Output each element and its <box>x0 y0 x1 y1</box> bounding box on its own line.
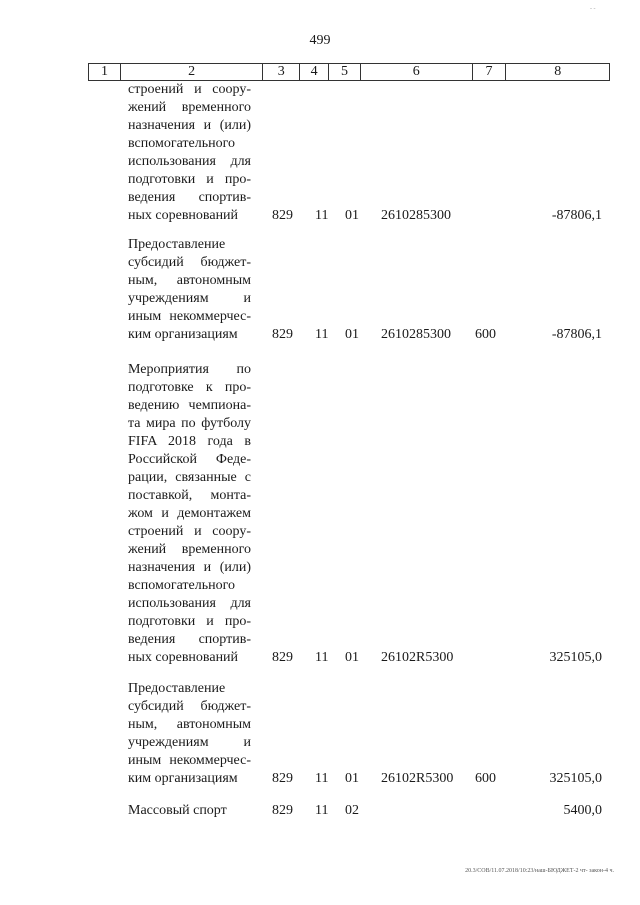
cell-col-7: 600 <box>475 327 496 342</box>
cell-col-6: 26102R5300 <box>381 771 454 786</box>
description-line: субсидий бюджет- <box>128 699 251 714</box>
description-line: строений и соору- <box>128 524 251 539</box>
description-line: ким организациям <box>128 771 238 786</box>
description-line: жом и демонтажем <box>128 506 251 521</box>
cell-col-5: 02 <box>345 803 359 818</box>
description-line: учреждениям и <box>128 735 251 750</box>
description-line: Российской Феде- <box>128 452 251 467</box>
description-line: жений временного <box>128 542 251 557</box>
cell-col-3: 829 <box>272 803 293 818</box>
row-description <box>128 236 251 344</box>
description-line: та мира по футболу <box>128 416 251 431</box>
cell-col-3: 829 <box>272 771 293 786</box>
description-line: FIFA 2018 года в <box>128 434 251 449</box>
header-cell-3: 3 <box>263 64 300 80</box>
description-line: Массовый спорт <box>128 803 227 818</box>
description-line: жений временного <box>128 100 251 115</box>
header-cell-8: 8 <box>554 64 562 79</box>
description-line: вспомогательного <box>128 136 236 151</box>
cell-col-8: 325105,0 <box>549 650 602 665</box>
description-line: ведения спортив- <box>128 190 251 205</box>
description-line: поставкой, монта- <box>128 488 251 503</box>
description-line: ведения спортив- <box>128 632 251 647</box>
description-line: рации, связанные с <box>128 470 251 485</box>
row-description <box>128 81 251 225</box>
row-description <box>128 680 251 788</box>
description-line: использования для <box>128 596 251 611</box>
description-line: подготовке к про- <box>128 380 251 395</box>
description-line: Предоставление <box>128 237 226 252</box>
cell-col-5: 01 <box>345 771 359 786</box>
description-line: вспомогательного <box>128 578 236 593</box>
cell-col-4: 11 <box>315 771 329 786</box>
description-line: ким организациям <box>128 327 238 342</box>
cell-col-5: 01 <box>345 650 359 665</box>
cell-col-4: 11 <box>315 327 329 342</box>
header-cell-1: 1 <box>89 64 121 80</box>
description-line: ных соревнований <box>128 208 239 223</box>
cell-col-8: 325105,0 <box>549 771 602 786</box>
description-line: ведению чемпиона- <box>128 398 251 413</box>
row-description <box>128 361 251 667</box>
row-description <box>128 802 251 820</box>
corner-mark: - - <box>590 6 596 12</box>
cell-col-5: 01 <box>345 208 359 223</box>
description-line: субсидий бюджет- <box>128 255 251 270</box>
page-number: 499 <box>309 33 331 48</box>
cell-col-8: -87806,1 <box>551 327 602 342</box>
description-line: подготовки и про- <box>128 172 251 187</box>
cell-col-6: 2610285300 <box>381 327 451 342</box>
table-header-row <box>88 63 610 81</box>
cell-col-3: 829 <box>272 327 293 342</box>
description-line: ных соревнований <box>128 650 239 665</box>
cell-col-3: 829 <box>272 650 293 665</box>
description-line: подготовки и про- <box>128 614 251 629</box>
cell-col-8: 5400,0 <box>563 803 602 818</box>
description-line: назначения и (или) <box>128 560 251 575</box>
cell-col-4: 11 <box>315 208 329 223</box>
cell-col-8: -87806,1 <box>551 208 602 223</box>
header-cell-2: 2 <box>121 64 263 80</box>
description-line: ным, автономным <box>128 717 251 732</box>
cell-col-5: 01 <box>345 327 359 342</box>
footer-stamp: 20.3/СОВ/11.07.2018/10:23/наш-БЮДЖЕТ-2 чт- закон-4 ч. <box>465 868 614 874</box>
cell-col-4: 11 <box>315 650 329 665</box>
cell-col-4: 11 <box>315 803 329 818</box>
cell-col-3: 829 <box>272 208 293 223</box>
header-cell-7: 7 <box>473 64 507 80</box>
cell-col-6: 2610285300 <box>381 208 451 223</box>
cell-col-6: 26102R5300 <box>381 650 454 665</box>
description-line: иным некоммерчес- <box>128 309 251 324</box>
description-line: ным, автономным <box>128 273 251 288</box>
description-line: назначения и (или) <box>128 118 251 133</box>
description-line: строений и соору- <box>128 82 251 97</box>
header-cell-5: 5 <box>329 64 361 80</box>
description-line: иным некоммерчес- <box>128 753 251 768</box>
description-line: Мероприятия по <box>128 362 251 377</box>
header-cell-6: 6 <box>361 64 473 80</box>
description-line: Предоставление <box>128 681 226 696</box>
header-cell-4: 4 <box>300 64 329 80</box>
cell-col-7: 600 <box>475 771 496 786</box>
description-line: учреждениям и <box>128 291 251 306</box>
description-line: использования для <box>128 154 251 169</box>
